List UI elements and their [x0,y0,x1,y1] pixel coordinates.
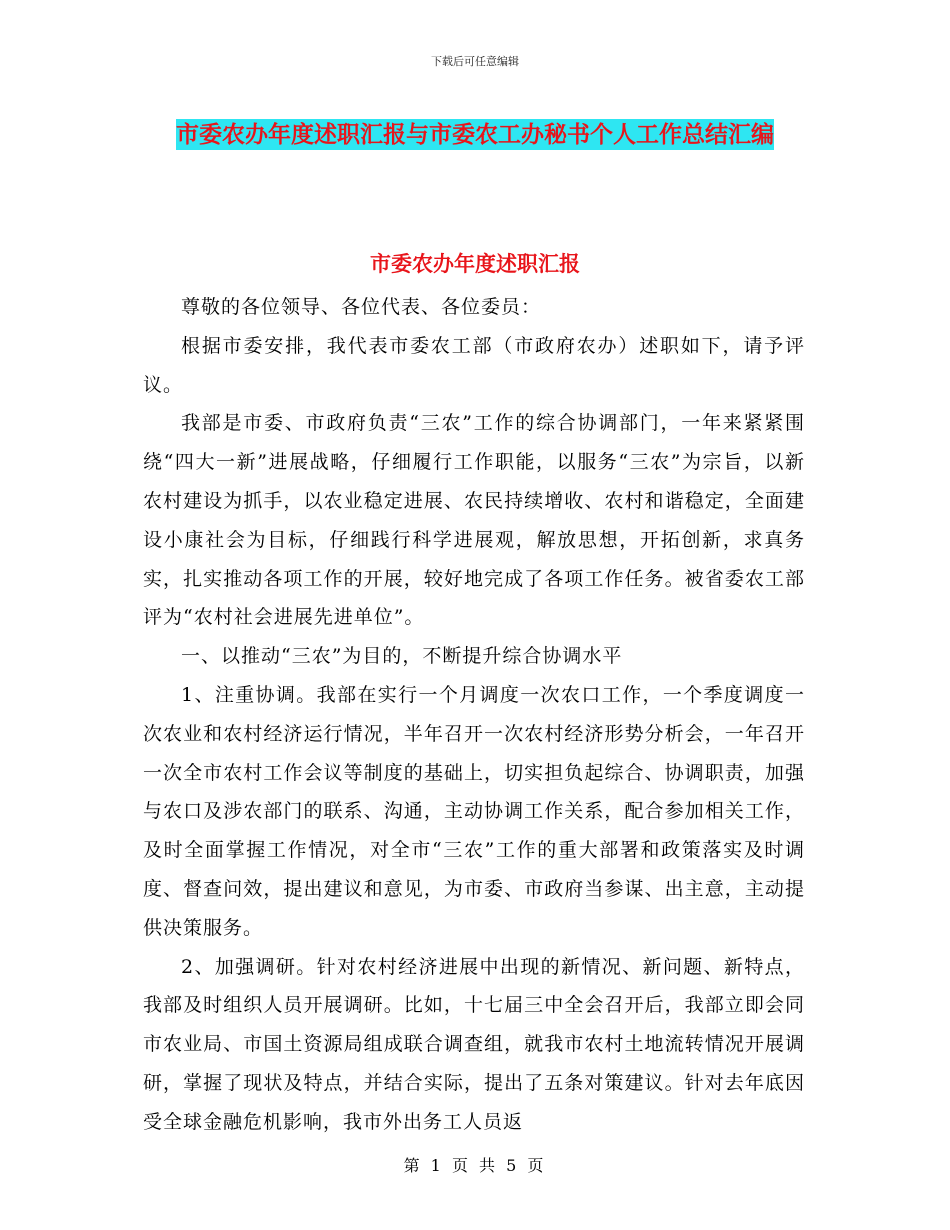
document-body [143,288,805,1142]
paragraph: 根据市委安排，我代表市委农工部（市政府农办）述职如下，请予评议。 [143,334,805,396]
page-number-footer: 第 1 页 共 5 页 [403,1156,547,1175]
document-title [145,111,805,159]
paragraph: 我部是市委、市政府负责“三农”工作的综合协调部门，一年来紧紧围绕“四大一新”进展战略，仔细履行工作职能，以服务“三农”为宗旨，以新农村建设为抓手，以农业稳定进展、农民持续增收、农村和谐稳定，全面建设小康社会为目标，仔细践行科学进展观，解放思想，开拓创新，求真务实，扎实推动各项工作的开展，较好地完成了各项工作任务。被省委农工部评为“农村社会进展先进单位”。 [143,412,805,629]
document-title-text: 市委农办年度述职汇报与市委农工办秘书个人工作总结汇编 [176,121,774,148]
paragraph-heading: 一、以推动“三农”为目的，不断提升综合协调水平 [181,645,623,668]
header-note: 下载后可任意编辑 [431,55,519,68]
section-title: 市委农办年度述职汇报 [370,251,580,276]
paragraph-salutation: 尊敬的各位领导、各位代表、各位委员： [181,296,542,318]
paragraph: 1、注重协调。我部在实行一个月调度一次农口工作，一个季度调度一次农业和农村经济运行情况，半年召开一次农村经济形势分析会，一年召开一次全市农村工作会议等制度的基础上，切实担负起综合、协调职责，加强与农口及涉农部门的联系、沟通，主动协调工作关系，配合参加相关工作，及时全面掌握工作情况，对全市“三农”工作的重大部署和政策落实及时调度、督查问效，提出建议和意见，为市委、市政府当参谋、出主意，主动提供决策服务。 [143,683,805,939]
paragraph: 2、加强调研。针对农村经济进展中出现的新情况、新问题、新特点，我部及时组织人员开展调研。比如，十七届三中全会召开后，我部立即会同市农业局、市国土资源局组成联合调查组，就我市农村土地流转情况开展调研，掌握了现状及特点，并结合实际，提出了五条对策建议。针对去年底因受全球金融危机影响，我市外出务工人员返 [143,955,805,1133]
